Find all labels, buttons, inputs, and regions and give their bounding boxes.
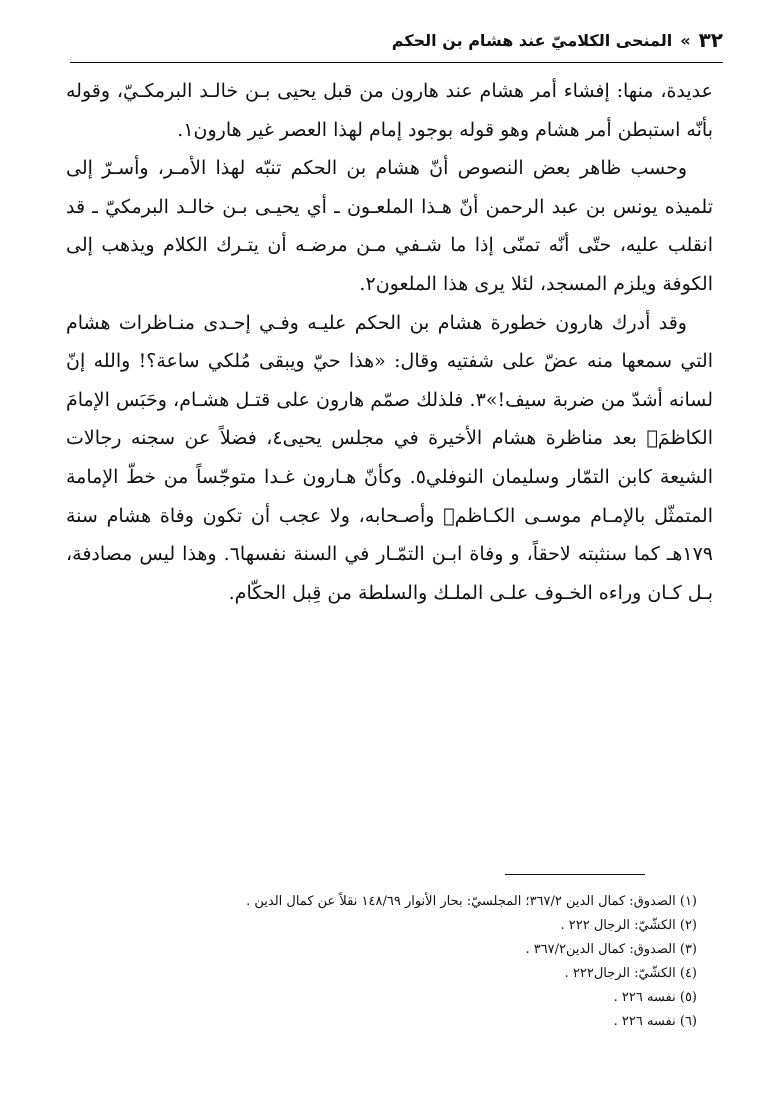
header-separator: » [680, 30, 691, 50]
footnotes [60, 890, 697, 1034]
footnote: (١) الصدوق: كمال الدين ٣٦٧/٢؛ المجلسيّ: بحار الأنوار ١٤٨/٦٩ نقلاً عن كمال الدين . [246, 894, 697, 909]
footnote: (٢) الكشّيّ: الرجال ٢٢٢ . [560, 918, 697, 933]
paragraph: وقد أدرك هارون خطورة هشام بن الحكم عليـه وفـي إحـدى منـاظرات هشام التي سمعها منه عضّ على شفتيه وقال: «هذا حيّ ويبقى مُلكي ساعة؟! والله إنّ لسانه أشدّ من ضربة سيف!»٣. فلذلك صمّم هارون على قتـل هشـام، وحَبَس الإمامَ الكاظمَ﷥ بعد مناظرة هشام الأخيرة في مجلس يحيى٤، فضلاً عن سجنه رجالات الشيعة كابن التمّار وسليمان النوفلي٥. وكأنّ هـارون غـدا متوجّساً من خطّ الإمامة المتمثّل بالإمـام موسـى الكـاظم﷥ وأصـحابه، ولا عجب أن تكون وفاة هشام سنة ١٧٩هـ كما سنثبته لاحقاً، و وفاة ابـن التمّـار في السنة نفسها٦. وهذا ليس مصادفة، بـل كـان وراءه الخـوف علـى الملـك والسلطة من قِبل الحكّام. [66, 311, 713, 604]
page-number: ٣٢ [698, 28, 723, 52]
footnote: (٤) الكشّيّ: الرجال٢٢٢ . [564, 966, 697, 981]
footnote-separator [505, 874, 645, 875]
footnote: (٣) الصدوق: كمال الدين٣٦٧/٢ . [525, 942, 697, 957]
page-header [60, 22, 723, 58]
footnote: (٦) نفسه ٢٢٦ . [613, 1014, 697, 1029]
header-rule [70, 62, 723, 63]
running-title: المنحى الكلاميّ عند هشام بن الحكم [391, 30, 673, 50]
paragraph: عديدة، منها: إفشاء أمر هشام عند هارون من قبل يحيى بـن خالـد البرمكـيّ، وقوله بأنّه استبطن أمر هشام وهو قوله بوجود إمام لهذا العصر غير هارون١. [66, 80, 713, 141]
paragraph: وحسب ظاهر بعض النصوص أنّ هشام بن الحكم تنبّه لهذا الأمـر، وأسـرّ إلى تلميذه يونس بن عبد الرحمن أنّ هـذا الملعـون ـ أي يحيـى بـن خالـد البرمكيّ ـ قد انقلب عليه، حتّى أنّه تمنّى إذا ما شـفي مـن مرضـه أن يتـرك الكلام ويذهب إلى الكوفة ويلزم المسجد، لئلا يرى هذا الملعون٢. [66, 157, 713, 295]
body-text [66, 72, 713, 612]
footnote: (٥) نفسه ٢٢٦ . [613, 990, 697, 1005]
